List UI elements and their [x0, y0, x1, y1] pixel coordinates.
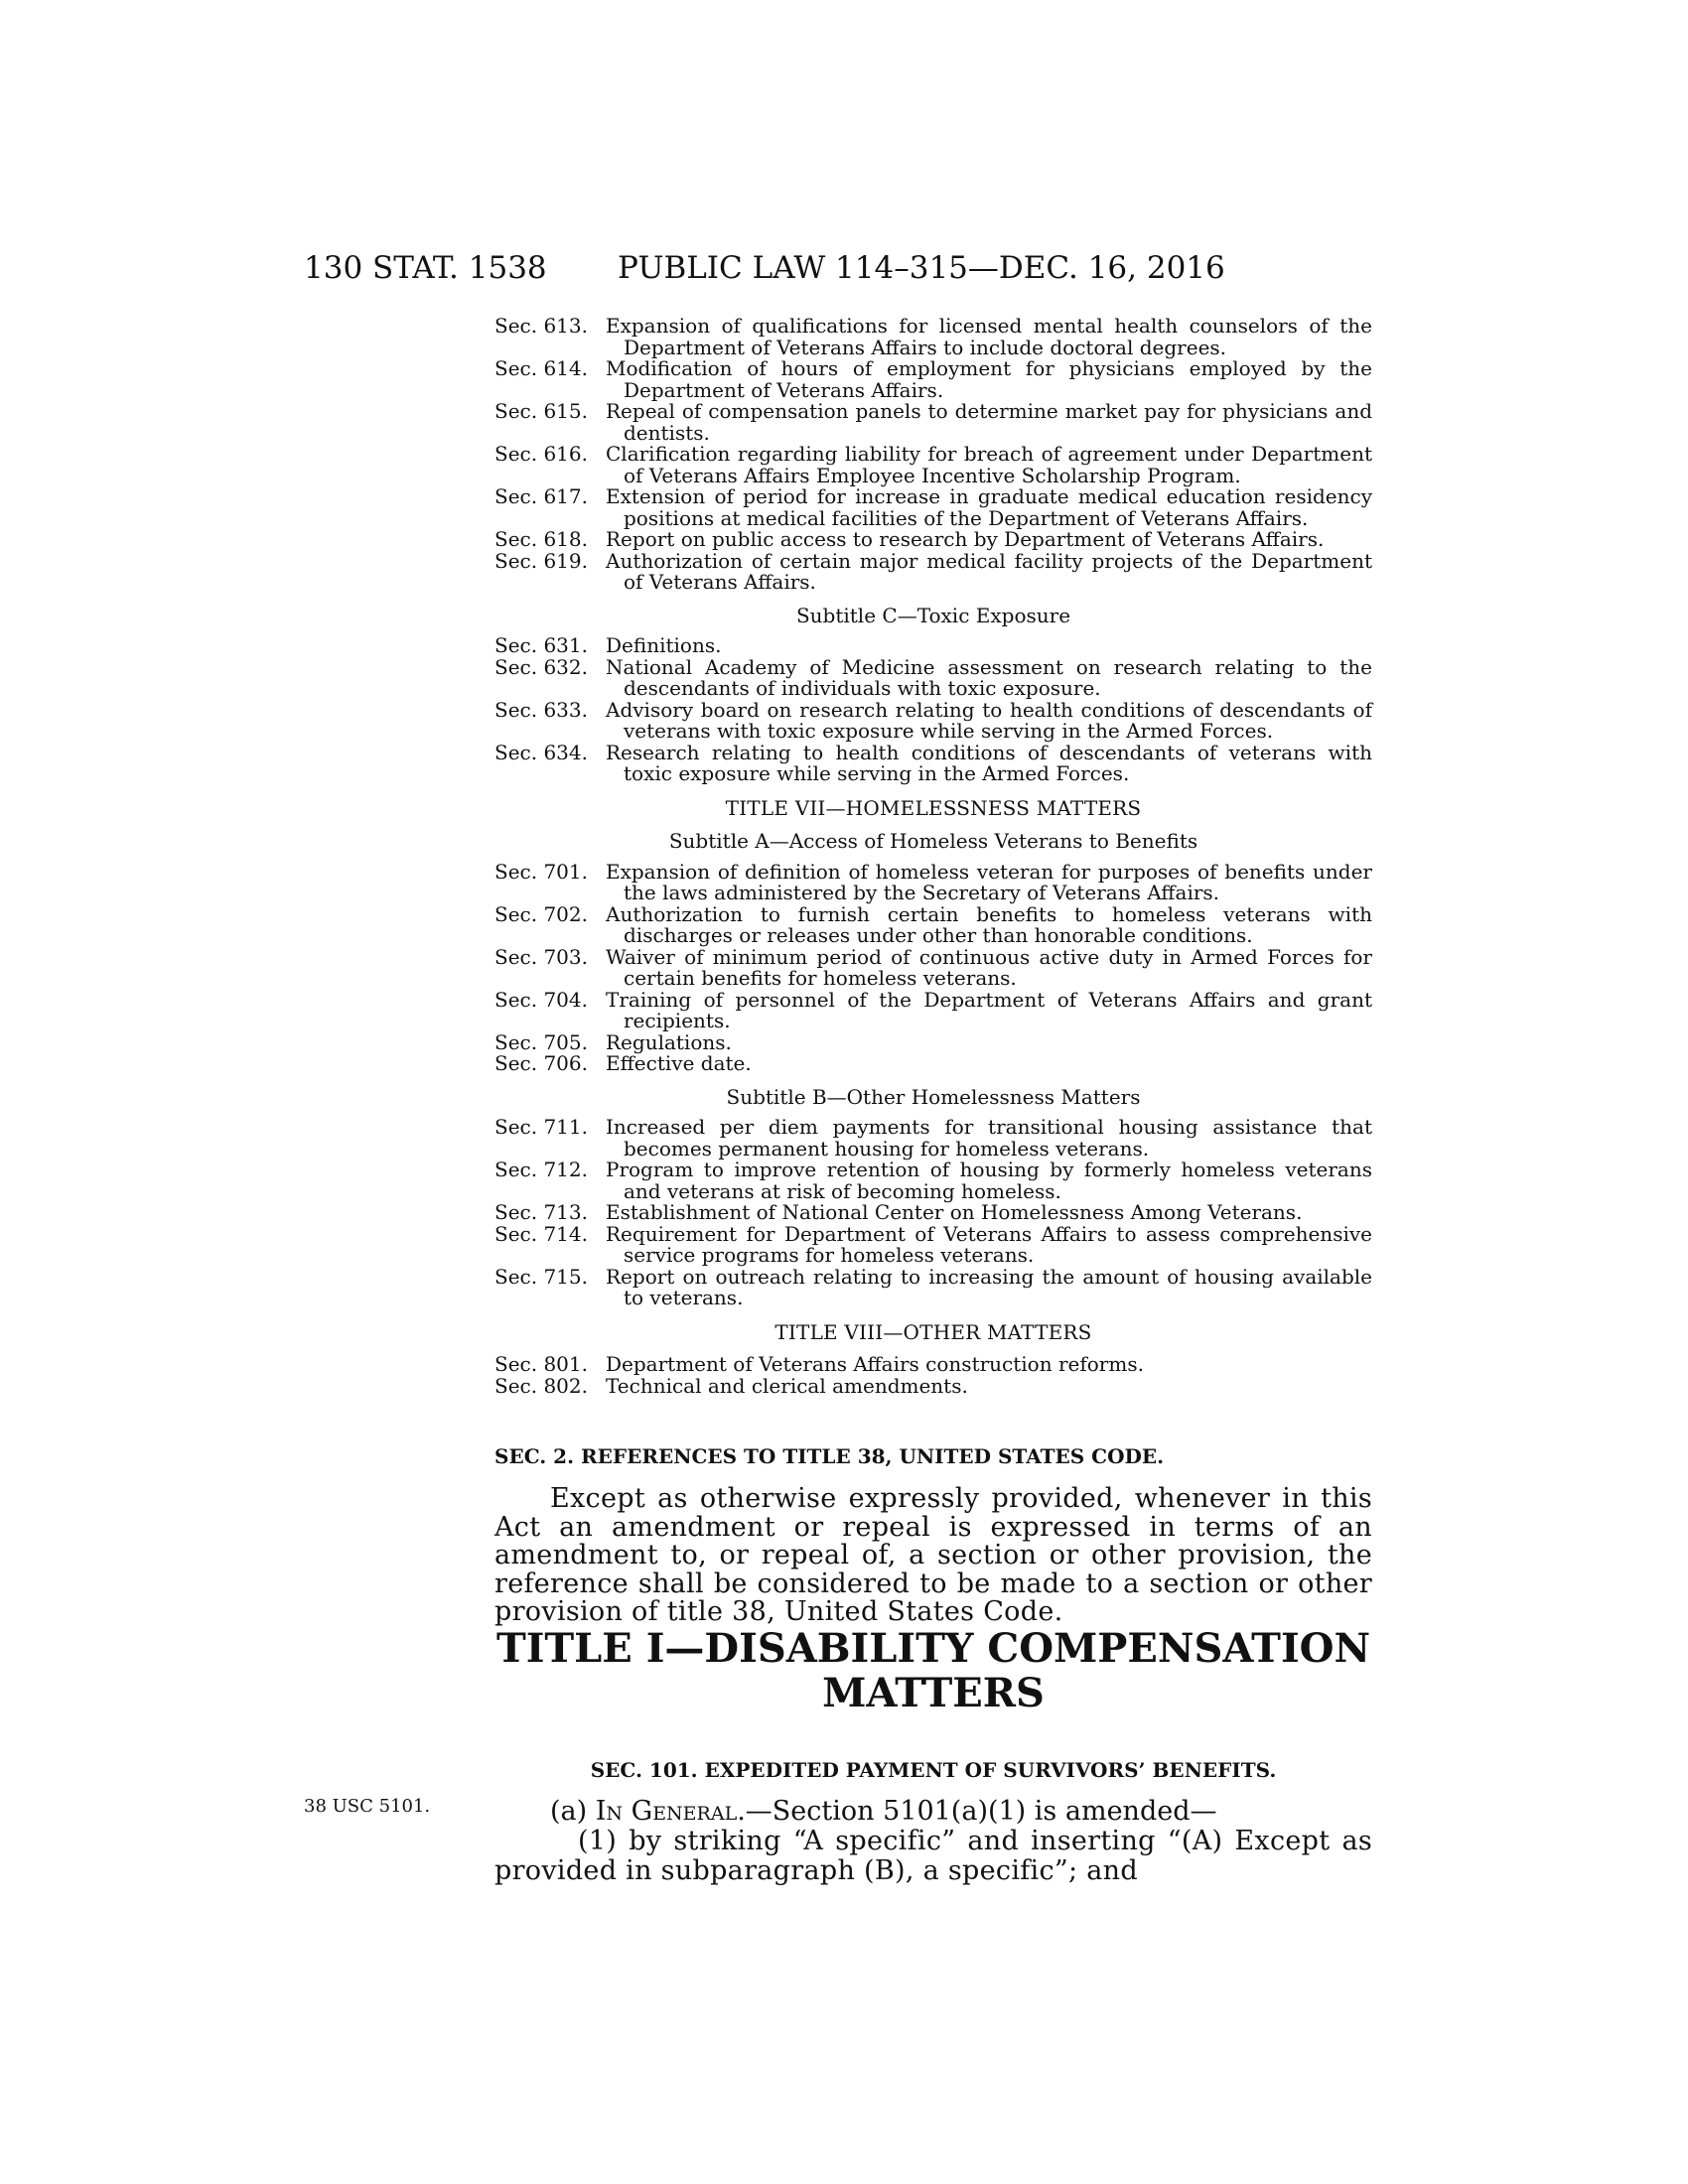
paragraph-a-text: .—Section 5101(a)(1) is amended— [737, 1796, 1217, 1827]
title-i-line-1: TITLE I—DISABILITY COMPENSATION [495, 1625, 1371, 1672]
toc-entry [494, 1160, 1372, 1202]
toc-section-number: Sec. 714. [494, 1221, 588, 1246]
toc-section-number: Sec. 618. [494, 527, 588, 551]
toc-section-number: Sec. 619. [494, 548, 588, 573]
toc-entry [494, 1202, 1372, 1224]
toc-entry [494, 635, 1372, 657]
law-title: PUBLIC LAW 114–315—DEC. 16, 2016 [618, 250, 1225, 286]
toc-section-number: Sec. 633. [494, 697, 588, 722]
toc-entry [494, 1117, 1372, 1160]
toc-entry [494, 444, 1372, 486]
toc-entry [494, 654, 1372, 700]
toc-section-title: Research relating to health conditions of descendants of veterans with toxic exposure while serving in the Armed Forces. [606, 740, 1372, 785]
toc-group-subtitle-b-title-vi [494, 316, 1372, 594]
toc-title-viii: TITLE VIII—OTHER MATTERS [774, 1319, 1092, 1344]
toc-entry [494, 697, 1372, 743]
toc-subtitle-a: Subtitle A—Access of Homeless Veterans to Benefits [668, 829, 1198, 853]
toc-entry [494, 987, 1372, 1032]
toc-section-number: Sec. 703. [494, 944, 588, 969]
toc-section-title: Effective date. [606, 1051, 752, 1075]
toc-section-title: Technical and clerical amendments. [606, 1373, 968, 1398]
toc-subtitle-c: Subtitle C—Toxic Exposure [795, 603, 1071, 627]
toc-section-title: Department of Veterans Affairs construction reforms. [606, 1352, 1144, 1376]
toc-group-homeless-benefits [494, 859, 1372, 1075]
toc-section-number: Sec. 616. [494, 442, 588, 466]
toc-section-number: Sec. 615. [494, 399, 588, 423]
toc-group-homelessness-matters [494, 1117, 1372, 1309]
toc-section-title: Report on public access to research by Department of Veterans Affairs. [606, 527, 1325, 551]
toc-section-number: Sec. 713. [494, 1200, 588, 1224]
toc-entry [494, 901, 1372, 947]
section-2 [494, 1443, 1372, 1627]
toc-section-number: Sec. 802. [494, 1373, 588, 1398]
toc-entry [494, 859, 1372, 904]
running-header [0, 250, 1688, 290]
toc-section-title: Waiver of minimum period of continuous active duty in Armed Forces for certain benefits for homeless veterans. [606, 944, 1372, 990]
toc-title-vii: TITLE VII—HOMELESSNESS MATTERS [725, 795, 1142, 820]
toc-section-number: Sec. 711. [494, 1115, 588, 1139]
toc-section-title: Definitions. [606, 633, 722, 657]
toc-section-number: Sec. 614. [494, 356, 588, 380]
toc-section-title: Authorization of certain major medical facility projects of the Department of Veterans Affairs. [606, 548, 1372, 594]
toc-entry [494, 401, 1372, 444]
toc-entry [494, 1053, 1372, 1075]
section-101-paragraph-1: (1) by striking “A specific” and inserting “(A) Except as provided in subparagraph (B), a specific”; and [494, 1826, 1372, 1886]
toc-section-number: Sec. 706. [494, 1051, 588, 1075]
paragraph-a-label: (a) [550, 1796, 596, 1827]
title-i-line-2: MATTERS [822, 1670, 1045, 1716]
toc-section-title: Training of personnel of the Department of Veterans Affairs and grant recipients. [606, 987, 1372, 1032]
section-101-heading: SEC. 101. EXPEDITED PAYMENT OF SURVIVORS’ BENEFITS. [590, 1758, 1277, 1782]
toc-section-title: Report on outreach relating to increasing the amount of housing available to veterans. [606, 1264, 1372, 1309]
toc-section-number: Sec. 631. [494, 633, 588, 657]
toc-section-number: Sec. 613. [494, 314, 588, 338]
toc-section-title: Advisory board on research relating to health conditions of descendants of veterans with toxic exposure while serving in the Armed Forces. [606, 697, 1372, 743]
toc-section-title: Regulations. [606, 1029, 732, 1054]
toc-subtitle-b: Subtitle B—Other Homelessness Matters [726, 1084, 1141, 1109]
toc-entry [494, 548, 1372, 594]
section-101 [494, 1757, 1372, 1886]
toc-section-number: Sec. 702. [494, 901, 588, 926]
toc-entry [494, 1354, 1372, 1376]
table-of-contents [494, 316, 1372, 1397]
toc-section-title: Increased per diem payments for transitional housing assistance that becomes permanent housing for homeless veterans. [606, 1115, 1372, 1160]
toc-section-number: Sec. 715. [494, 1264, 588, 1289]
toc-section-title: Clarification regarding liability for breach of agreement under Department of Veterans Affairs Employee Incentive Scholarship Program. [606, 442, 1372, 487]
toc-entry [494, 740, 1372, 785]
toc-section-title: Authorization to furnish certain benefits to homeless veterans with discharges or releases under other than honorable conditions. [606, 901, 1372, 947]
toc-section-title: Requirement for Department of Veterans Affairs to assess comprehensive service programs for homeless veterans. [606, 1221, 1372, 1267]
section-101-paragraph-a [494, 1797, 1372, 1827]
toc-group-other-matters [494, 1354, 1372, 1397]
section-2-body: Except as otherwise expressly provided, whenever in this Act an amendment or repeal is expressed in terms of an amendment to, or repeal of, a section or other provision, the reference shall be considered to be made to a section or other provision of title 38, United States Code. [494, 1483, 1372, 1627]
toc-section-number: Sec. 705. [494, 1029, 588, 1054]
toc-section-title: Expansion of qualifications for licensed mental health counselors of the Department of Veterans Affairs to include doctoral degrees. [606, 314, 1372, 359]
toc-section-title: Expansion of definition of homeless veteran for purposes of benefits under the laws administered by the Secretary of Veterans Affairs. [606, 859, 1372, 904]
toc-section-title: Establishment of National Center on Homelessness Among Veterans. [606, 1200, 1303, 1224]
toc-section-title: Program to improve retention of housing by formerly homeless veterans and veterans at risk of becoming homeless. [606, 1158, 1372, 1203]
toc-section-number: Sec. 801. [494, 1352, 588, 1376]
toc-entry [494, 944, 1372, 990]
section-2-heading: SEC. 2. REFERENCES TO TITLE 38, UNITED STATES CODE. [494, 1444, 1165, 1468]
toc-entry [494, 1221, 1372, 1267]
toc-entry [494, 358, 1372, 401]
toc-section-number: Sec. 632. [494, 654, 588, 679]
toc-section-title: Modification of hours of employment for physicians employed by the Department of Veterans Affairs. [606, 356, 1372, 402]
title-i-heading [494, 1626, 1372, 1715]
toc-section-title: Repeal of compensation panels to determine market pay for physicians and dentists. [606, 399, 1372, 445]
margin-note-usc: 38 USC 5101. [304, 1796, 431, 1817]
toc-entry [494, 1264, 1372, 1309]
toc-section-title: National Academy of Medicine assessment on research relating to the descendants of individuals with toxic exposure. [606, 654, 1372, 700]
toc-entry [494, 486, 1372, 529]
toc-section-number: Sec. 634. [494, 740, 588, 764]
toc-section-number: Sec. 617. [494, 484, 588, 508]
page-number: 130 STAT. 1538 [304, 250, 547, 286]
toc-section-title: Extension of period for increase in graduate medical education residency positions at medical facilities of the Department of Veterans Affairs. [606, 484, 1372, 530]
toc-section-number: Sec. 712. [494, 1158, 588, 1181]
paragraph-a-caption: In General [595, 1796, 738, 1827]
toc-group-toxic-exposure [494, 635, 1372, 785]
toc-section-number: Sec. 704. [494, 987, 588, 1012]
toc-entry [494, 1373, 1372, 1398]
toc-entry [494, 316, 1372, 358]
toc-section-number: Sec. 701. [494, 859, 588, 884]
toc-entry [494, 1029, 1372, 1054]
toc-entry [494, 529, 1372, 551]
